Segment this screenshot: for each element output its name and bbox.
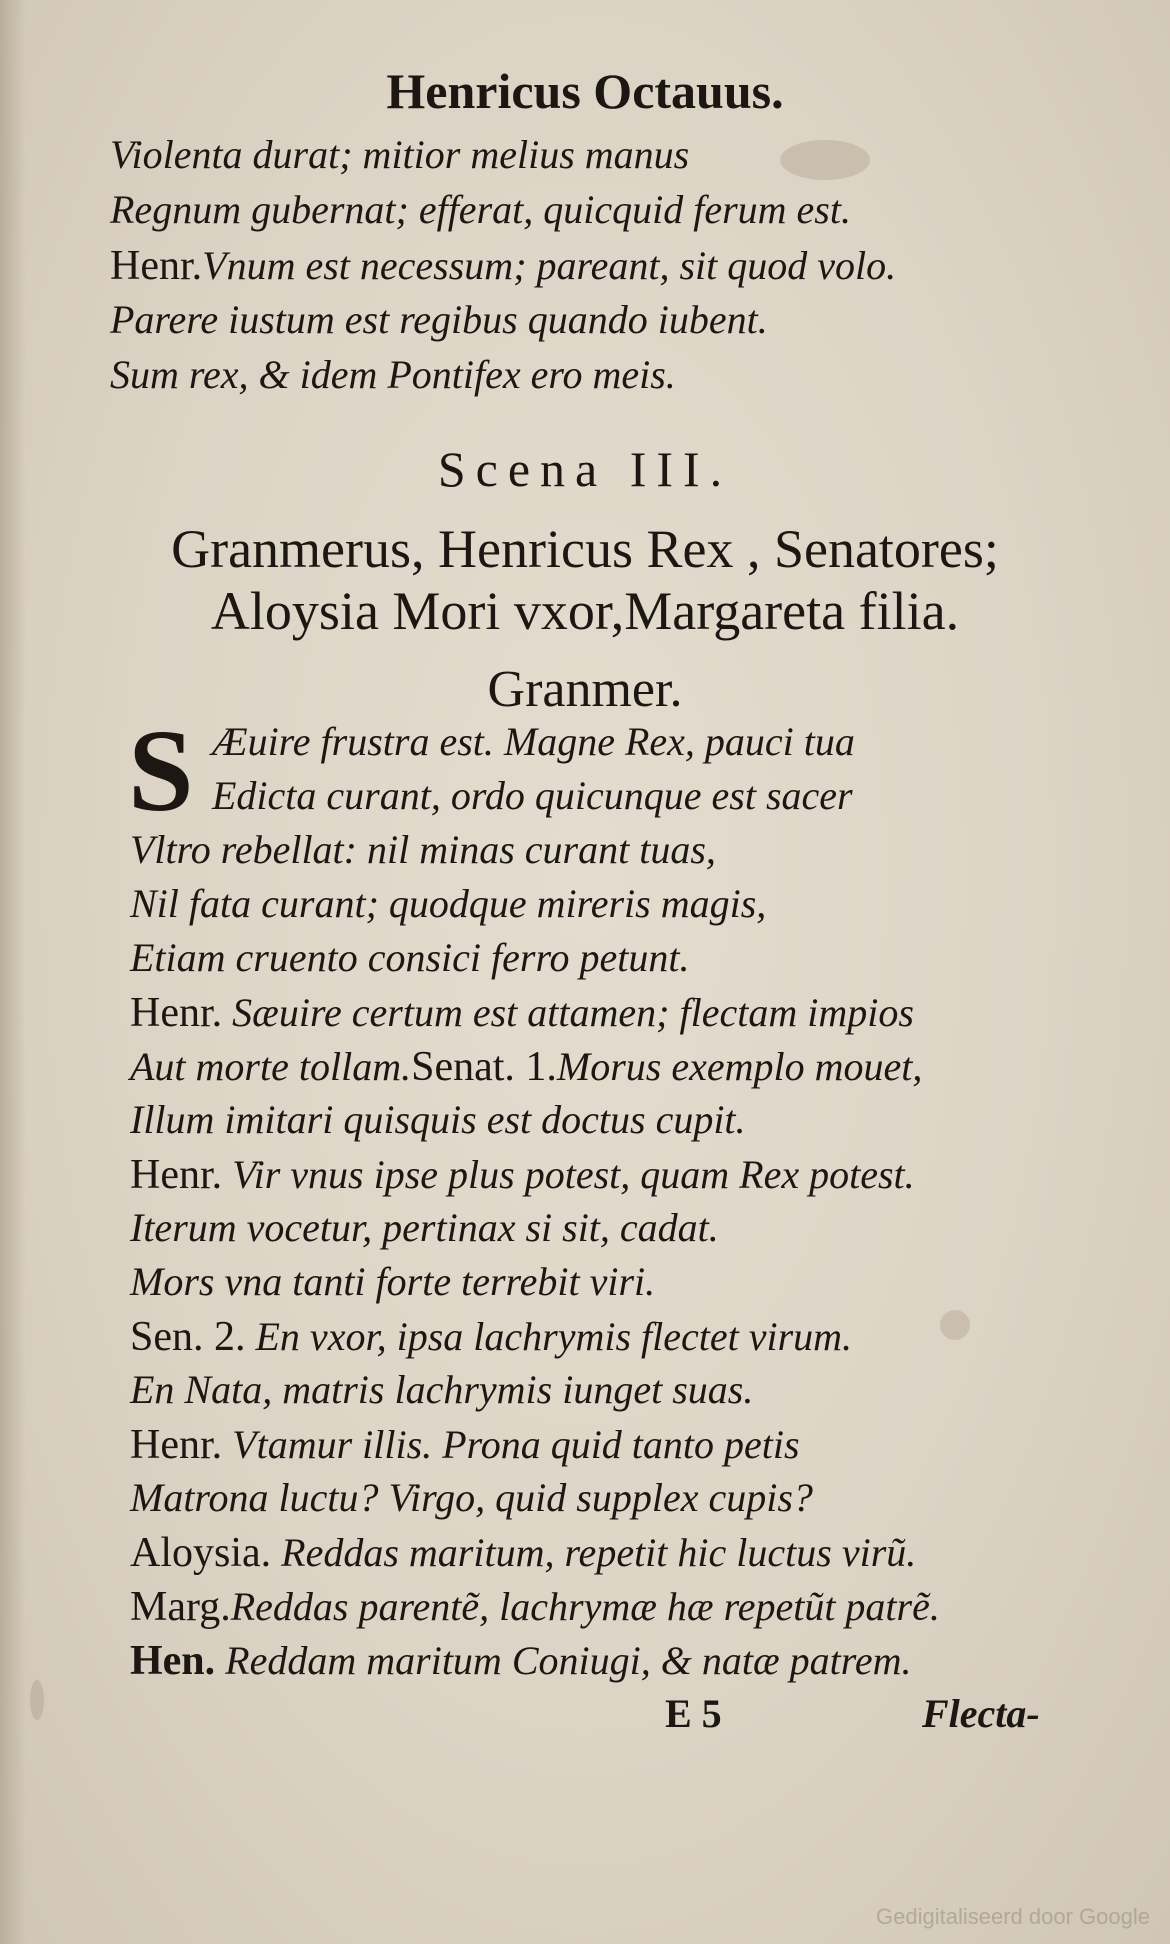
verse-line: Violenta durat; mitior melius manus — [110, 132, 690, 177]
verse-line: Matrona luctu? Virgo, quid supplex cupis? — [130, 1475, 813, 1520]
verse-line — [110, 245, 896, 287]
scene-title: Scena III. — [437, 441, 733, 497]
speaker-name: Sen. 2. — [130, 1314, 246, 1360]
signature-mark: E 5 — [665, 1691, 722, 1736]
cast-list: Granmerus, Henricus Rex , Senatores; — [171, 519, 999, 579]
digitization-watermark: Gedigitaliseerd door Google — [876, 1904, 1150, 1929]
verse-line: Nil fata curant; quodque mireris magis, — [130, 881, 767, 926]
verse-line: Mors vna tanti forte terrebit viri. — [130, 1259, 656, 1304]
verse-line: Regnum gubernat; efferat, quicquid ferum est. — [110, 187, 851, 232]
drop-cap: S — [128, 705, 194, 836]
verse-text: Vir vnus ipse plus potest, quam Rex potest. — [232, 1152, 915, 1197]
catchword: Flecta- — [922, 1691, 1040, 1736]
verse-line: Iterum vocetur, pertinax si sit, cadat. — [130, 1205, 719, 1250]
verse-line — [130, 1316, 852, 1358]
verse-text: Morus exemplo mouet, — [556, 1044, 923, 1089]
verse-line — [130, 1586, 940, 1628]
verse-text: Reddam maritum Coniugi, & natæ patrem. — [225, 1638, 912, 1683]
verse-line — [130, 992, 914, 1034]
verse-line — [130, 1532, 916, 1574]
running-head: Henricus Octauus. — [386, 63, 784, 119]
verse-text: Sæuire certum est attamen; flectam impios — [232, 990, 914, 1035]
page-edge-shadow — [0, 0, 26, 1944]
verse-text: Reddas parentẽ, lachrymæ hæ repetũt patrẽ. — [230, 1584, 940, 1629]
speaker-name: Aloysia. — [130, 1530, 272, 1576]
speaker-name: Hen. — [130, 1638, 216, 1684]
verse-line — [130, 1154, 915, 1196]
cast-list: Aloysia Mori vxor,Margareta filia. — [210, 581, 960, 641]
speaker-name: Henr. — [130, 1422, 223, 1468]
verse-line: Vltro rebellat: nil minas curant tuas, — [130, 827, 716, 872]
verse-line: Æuire frustra est. Magne Rex, pauci tua — [212, 719, 855, 764]
foxing-stain — [940, 1310, 970, 1340]
verse-text: Aut morte tollam. — [130, 1044, 412, 1089]
speaker-name: Marg. — [130, 1584, 231, 1630]
verse-text: Vnum est necessum; pareant, sit quod volo. — [202, 243, 897, 288]
speaker-heading: Granmer. — [487, 661, 683, 718]
foxing-stain — [30, 1680, 44, 1720]
verse-line: En Nata, matris lachrymis iunget suas. — [130, 1367, 754, 1412]
verse-text: En vxor, ipsa lachrymis flectet virum. — [255, 1314, 853, 1359]
verse-line: Sum rex, & idem Pontifex ero meis. — [110, 352, 676, 397]
verse-text: Vtamur illis. Prona quid tanto petis — [232, 1422, 800, 1467]
verse-line — [130, 1424, 800, 1466]
speaker-name: Senat. 1. — [411, 1044, 557, 1090]
verse-text: Reddas maritum, repetit hic luctus virũ. — [281, 1530, 917, 1575]
foxing-stain — [780, 140, 870, 180]
speaker-name: Henr. — [110, 243, 203, 289]
speaker-name: Henr. — [130, 1152, 223, 1198]
speaker-name: Henr. — [130, 990, 223, 1036]
verse-line: Etiam cruento consici ferro petunt. — [130, 935, 690, 980]
verse-line: Edicta curant, ordo quicunque est sacer — [212, 773, 853, 818]
verse-line — [130, 1046, 922, 1088]
verse-line: Parere iustum est regibus quando iubent. — [110, 297, 768, 342]
verse-line: Illum imitari quisquis est doctus cupit. — [130, 1097, 746, 1142]
verse-line — [130, 1640, 911, 1682]
